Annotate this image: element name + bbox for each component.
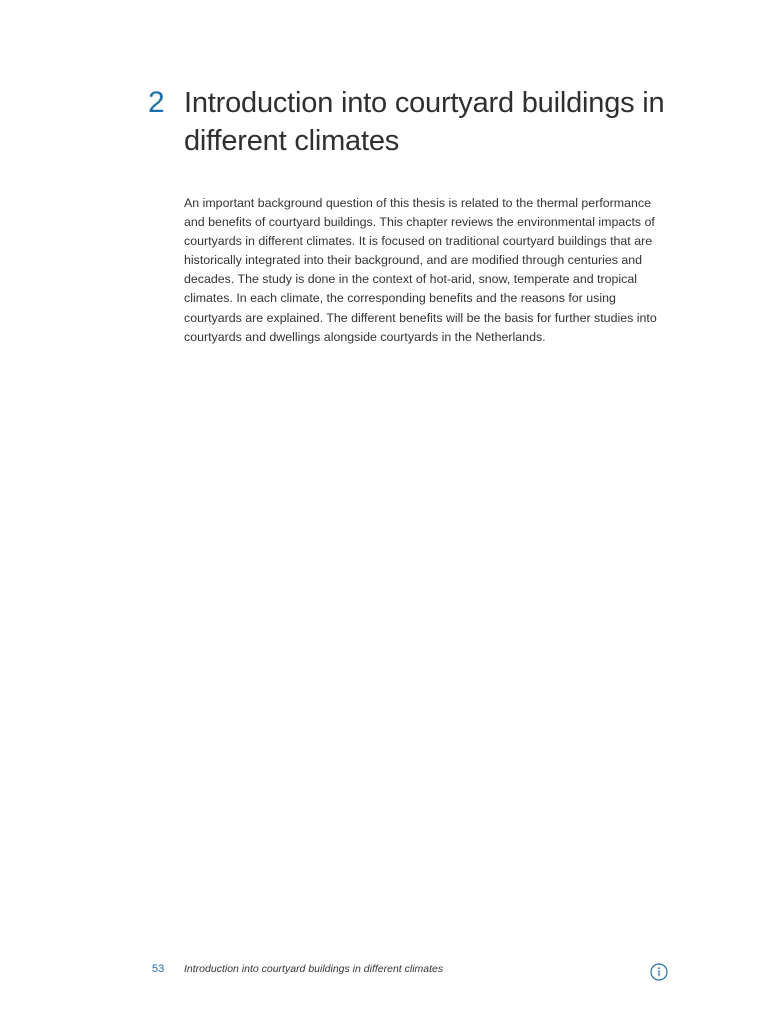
chapter-title: Introduction into courtyard buildings in different climates bbox=[184, 87, 665, 157]
footer-running-title: Introduction into courtyard buildings in different climates bbox=[184, 963, 444, 975]
footer-page-number: 53 bbox=[152, 963, 165, 975]
chapter-intro-paragraph: An important background question of this thesis is related to the thermal performance and benefits of courtyard buildings. This chapter reviews the environmental impacts of courtyards in different climates. It is focused on traditional courtyard buildings that are historically integrated into their background, and are modified through centuries and decades. The study is done in the context of hot-arid, snow, temperate and tropical climates. In each climate, the corresponding benefits and the reasons for using courtyards are explained. The different benefits will be the basis for further studies into courtyards and dwellings alongside courtyards in the Netherlands. bbox=[184, 196, 657, 344]
chapter-number: 2 bbox=[148, 86, 165, 119]
info-icon[interactable] bbox=[650, 963, 668, 981]
